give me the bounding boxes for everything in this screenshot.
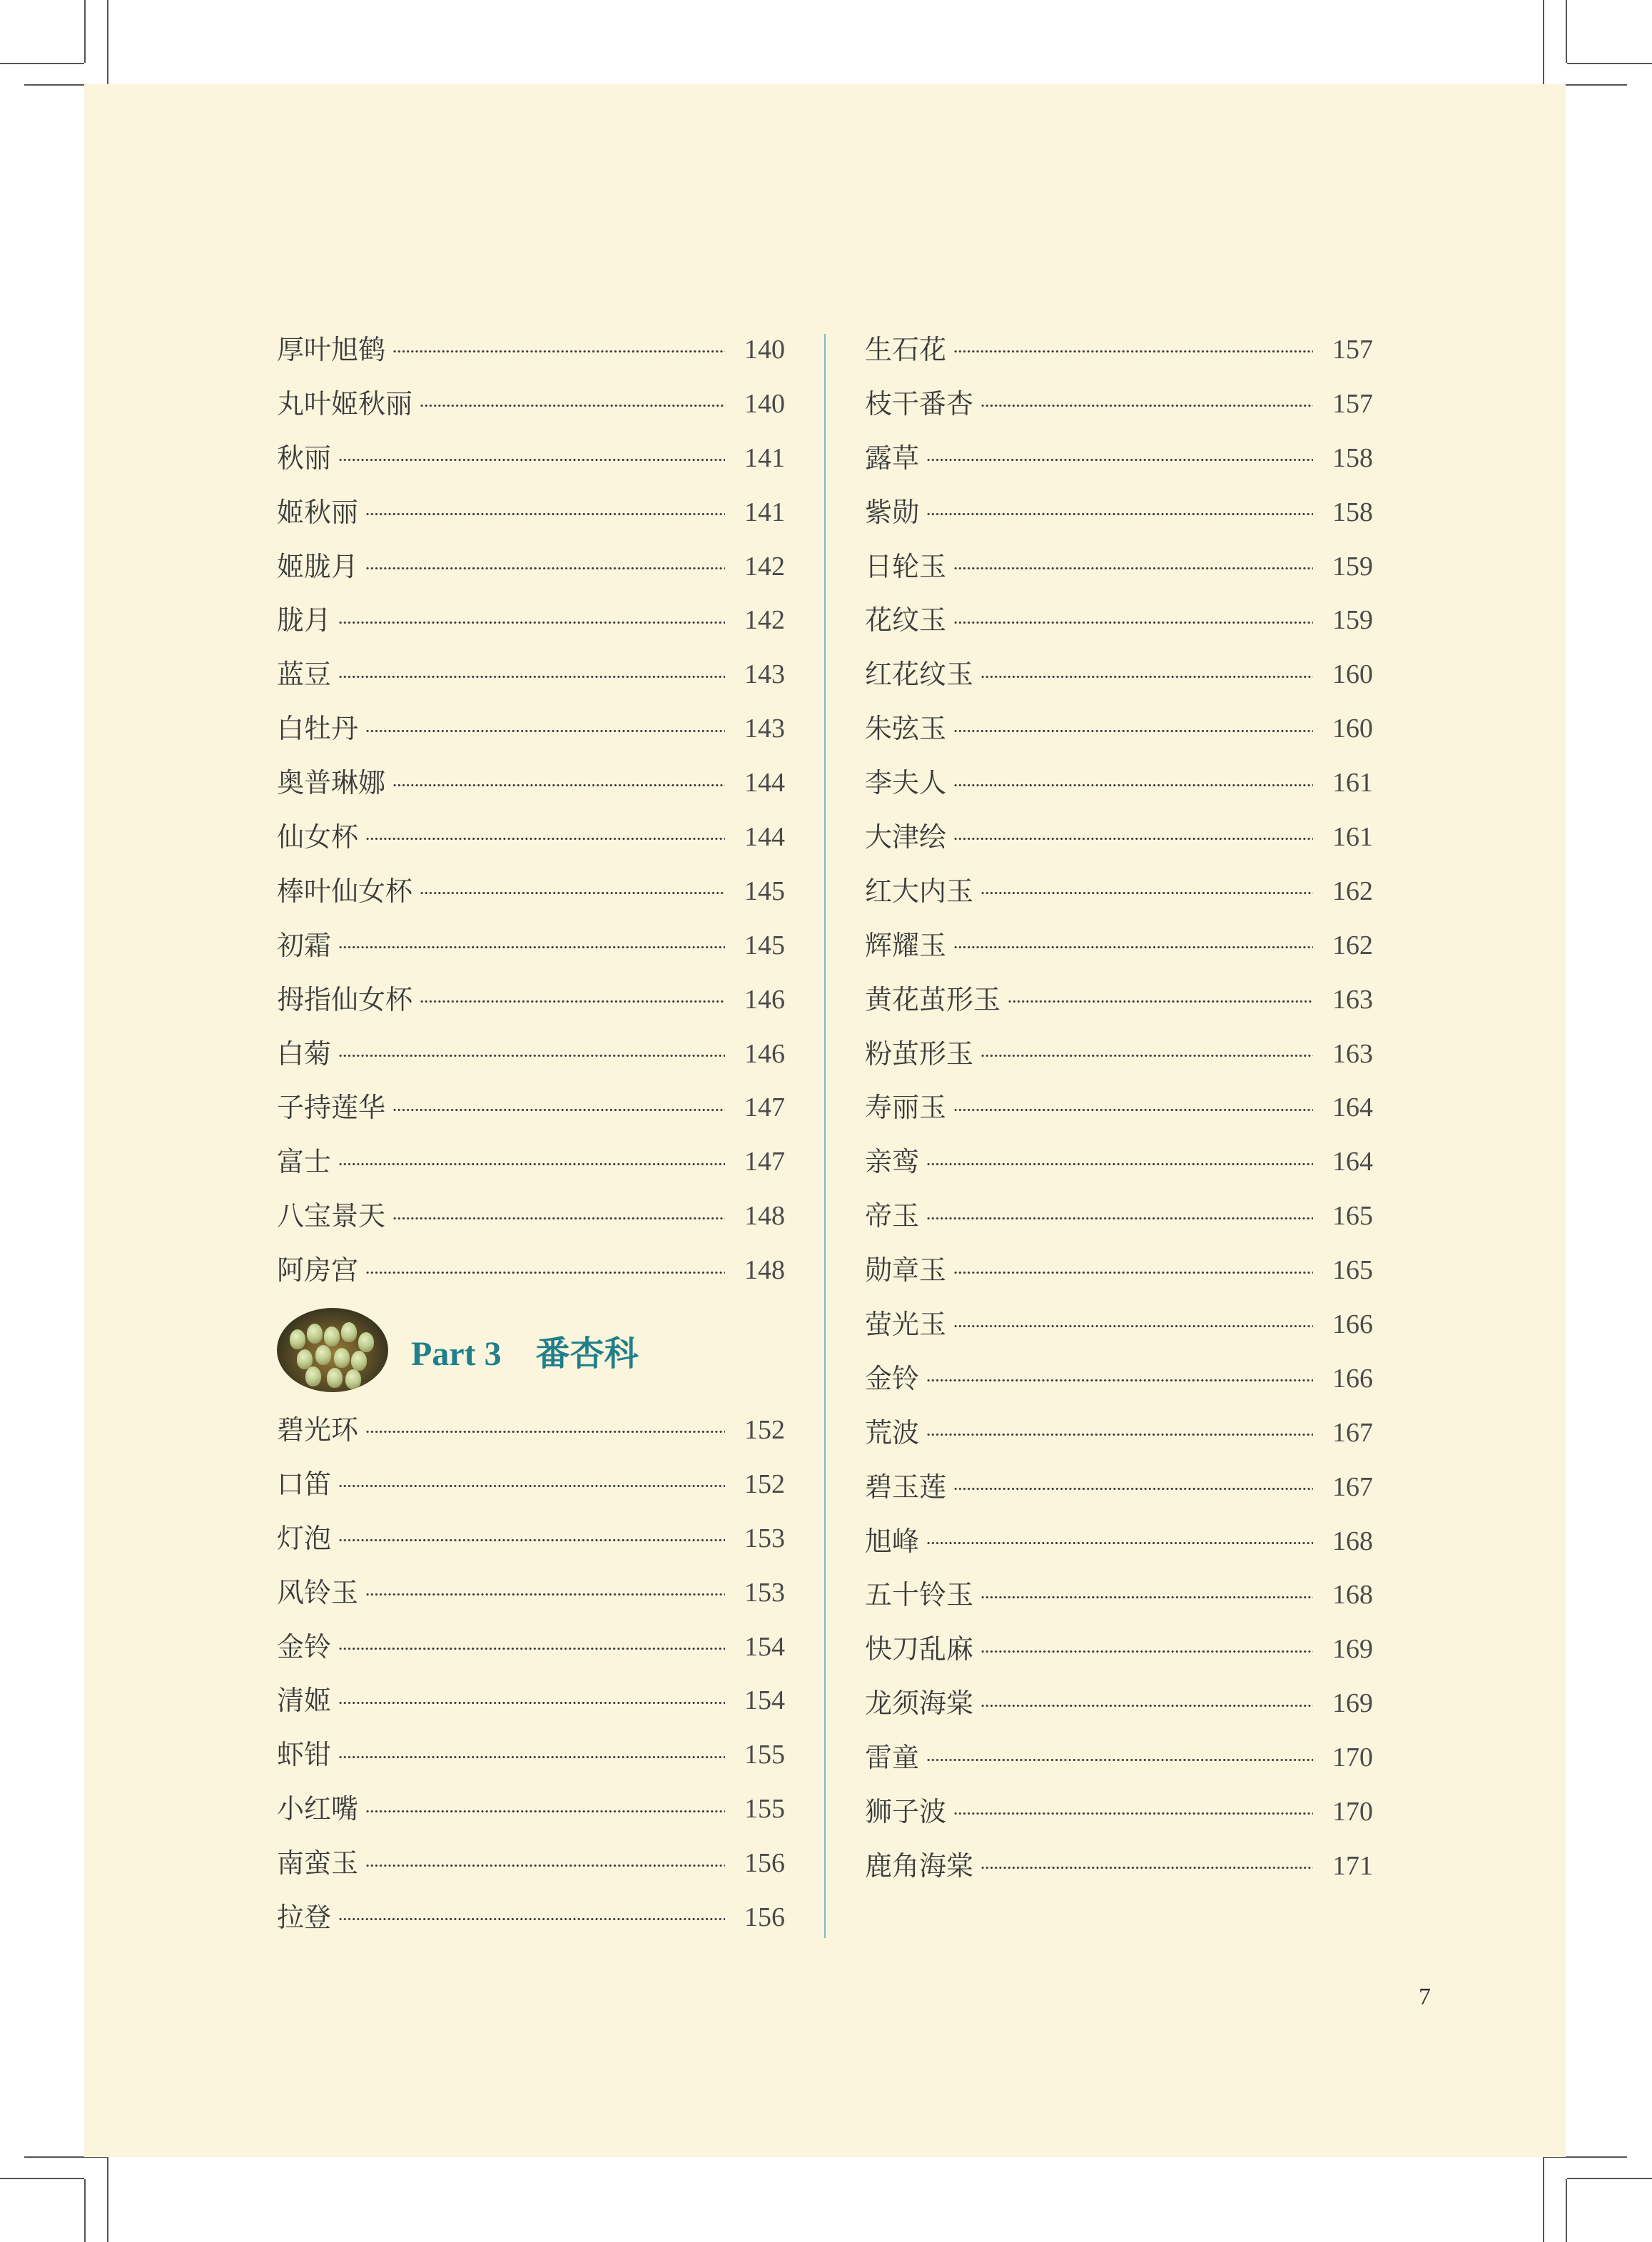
dot-leader: [420, 404, 725, 407]
toc-entry-title: 生石花: [865, 333, 947, 365]
dot-leader: [338, 1647, 725, 1650]
toc-entry-title: 龙须海棠: [865, 1688, 974, 1720]
page-number: 7: [1419, 1984, 1431, 2010]
dot-leader: [980, 1704, 1313, 1708]
crop-mark: [1543, 2156, 1544, 2242]
dot-leader: [392, 1217, 725, 1220]
toc-entry-page: 163: [1332, 1038, 1373, 1069]
toc-entry[interactable]: [277, 1027, 785, 1081]
toc-entry-title: 蓝豆: [277, 659, 332, 691]
toc-entry-title: 小红嘴: [277, 1793, 359, 1825]
dot-leader: [980, 1650, 1313, 1653]
toc-entry-title: 八宝景天: [277, 1200, 386, 1232]
toc-entry-page: 146: [744, 1038, 785, 1069]
toc-entry[interactable]: [865, 647, 1373, 701]
toc-entry[interactable]: [865, 1027, 1373, 1081]
toc-entry-page: 165: [1332, 1255, 1373, 1286]
toc-entry-title: 碧玉莲: [865, 1471, 947, 1503]
toc-entry[interactable]: [277, 973, 785, 1027]
crop-mark: [84, 2179, 86, 2242]
crop-mark: [1567, 63, 1652, 64]
dot-leader: [953, 729, 1313, 733]
toc-entry-page: 143: [744, 659, 785, 690]
toc-entry-page: 154: [744, 1631, 785, 1662]
toc-entry-page: 168: [1332, 1526, 1373, 1556]
toc-entry-title: 狮子波: [865, 1795, 947, 1827]
dot-leader: [338, 1538, 725, 1542]
dot-leader: [338, 621, 725, 624]
toc-left-column: [277, 323, 785, 1944]
dot-leader: [365, 1430, 725, 1434]
toc-entry-title: 初霜: [277, 929, 332, 961]
toc-entry-title: 棒叶仙女杯: [277, 875, 413, 907]
dot-leader: [953, 567, 1313, 570]
toc-entry[interactable]: [865, 431, 1373, 485]
dot-leader: [926, 1433, 1313, 1436]
toc-entry-title: 姬胧月: [277, 550, 359, 582]
toc-entry-page: 159: [1332, 605, 1373, 636]
dot-leader: [926, 1217, 1313, 1220]
section-part-number: Part 3: [411, 1334, 502, 1373]
dot-leader: [980, 1596, 1313, 1599]
toc-entry-title: 紫勋: [865, 496, 920, 528]
toc-list-part3: [277, 1403, 785, 1944]
toc-entry-title: 金铃: [277, 1630, 332, 1663]
toc-entry-page: 142: [744, 605, 785, 636]
toc-entry[interactable]: [277, 1673, 785, 1728]
toc-entry-title: 鹿角海棠: [865, 1850, 974, 1882]
dot-leader: [953, 945, 1313, 949]
dot-leader: [980, 675, 1313, 679]
dot-leader: [980, 1866, 1313, 1870]
toc-entry-page: 146: [744, 984, 785, 1015]
toc-entry-page: 155: [744, 1794, 785, 1825]
toc-entry-title: 金铃: [865, 1362, 920, 1394]
toc-entry-title: 寿丽玉: [865, 1092, 947, 1124]
toc-entry-title: 大津绘: [865, 821, 947, 853]
toc-entry-page: 141: [744, 497, 785, 527]
dot-leader: [338, 1917, 725, 1921]
crop-mark: [1567, 2178, 1652, 2179]
toc-entry[interactable]: [277, 1782, 785, 1836]
dot-leader: [392, 350, 725, 353]
toc-entry[interactable]: [865, 1406, 1373, 1460]
dot-leader: [926, 1379, 1313, 1382]
toc-entry-title: 白菊: [277, 1038, 332, 1070]
toc-entry[interactable]: [277, 431, 785, 485]
dot-leader: [953, 1324, 1313, 1328]
dot-leader: [980, 891, 1313, 895]
toc-entry[interactable]: [865, 756, 1373, 810]
toc-entry-page: 157: [1332, 334, 1373, 365]
toc-entry-page: 153: [744, 1523, 785, 1553]
dot-leader: [980, 404, 1313, 407]
toc-entry-title: 口笛: [277, 1468, 332, 1500]
dot-leader: [338, 458, 725, 462]
toc-entry-page: 166: [1332, 1309, 1373, 1339]
dot-leader: [392, 783, 725, 787]
toc-entry-page: 156: [744, 1902, 785, 1932]
dot-leader: [338, 1701, 725, 1705]
toc-entry-page: 161: [1332, 768, 1373, 798]
dot-leader: [953, 621, 1313, 624]
dot-leader: [420, 891, 725, 895]
toc-entry-title: 仙女杯: [277, 821, 359, 853]
toc-entry-page: 156: [744, 1848, 785, 1879]
toc-entry[interactable]: [277, 1511, 785, 1566]
toc-entry-page: 164: [1332, 1092, 1373, 1123]
toc-entry[interactable]: [277, 1080, 785, 1135]
toc-entry[interactable]: [865, 1460, 1373, 1514]
toc-entry[interactable]: [277, 1457, 785, 1511]
toc-entry-page: 157: [1332, 388, 1373, 419]
toc-entry-title: 花纹玉: [865, 604, 947, 636]
dot-leader: [926, 458, 1313, 462]
toc-entry-title: 旭峰: [865, 1525, 920, 1557]
toc-entry-title: 快刀乱麻: [865, 1633, 974, 1665]
toc-entry[interactable]: [865, 810, 1373, 864]
toc-entry-title: 帝玉: [865, 1200, 920, 1232]
toc-entry[interactable]: [277, 1189, 785, 1243]
toc-entry-title: 红大内玉: [865, 875, 974, 907]
dot-leader: [1008, 1000, 1313, 1003]
toc-entry-title: 碧光环: [277, 1414, 359, 1446]
toc-entry[interactable]: [277, 1243, 785, 1297]
toc-entry-title: 南蛮玉: [277, 1847, 359, 1880]
toc-entry[interactable]: [277, 701, 785, 756]
toc-entry[interactable]: [865, 485, 1373, 539]
toc-entry-title: 黄花茧形玉: [865, 983, 1001, 1015]
dot-leader: [392, 1108, 725, 1112]
toc-entry-page: 140: [744, 334, 785, 365]
dot-leader: [365, 1593, 725, 1596]
toc-entry-title: 雷童: [865, 1742, 920, 1774]
toc-entry[interactable]: [865, 1351, 1373, 1406]
toc-entry[interactable]: [865, 1080, 1373, 1135]
toc-entry-page: 167: [1332, 1417, 1373, 1448]
toc-entry-title: 阿房宫: [277, 1254, 359, 1287]
toc-entry[interactable]: [865, 1676, 1373, 1730]
toc-entry-title: 虾钳: [277, 1739, 332, 1771]
toc-entry[interactable]: [865, 593, 1373, 647]
toc-entry[interactable]: [277, 647, 785, 701]
toc-entry-page: 169: [1332, 1634, 1373, 1665]
crop-mark: [0, 63, 84, 64]
toc-entry-page: 145: [744, 876, 785, 906]
toc-entry-page: 170: [1332, 1743, 1373, 1773]
crop-mark: [1566, 2179, 1567, 2242]
crop-mark: [1543, 0, 1544, 84]
dot-leader: [338, 945, 725, 949]
dot-leader: [926, 1541, 1313, 1545]
dot-leader: [953, 783, 1313, 787]
toc-entry-page: 155: [744, 1740, 785, 1770]
toc-entry-title: 五十铃玉: [865, 1579, 974, 1611]
toc-entry-page: 162: [1332, 876, 1373, 906]
toc-entry-page: 169: [1332, 1688, 1373, 1719]
toc-entry-page: 153: [744, 1577, 785, 1608]
crop-mark: [84, 0, 86, 63]
dot-leader: [365, 567, 725, 570]
crop-mark: [107, 0, 108, 84]
toc-entry-page: 144: [744, 768, 785, 798]
toc-entry-page: 158: [1332, 497, 1373, 527]
toc-entry[interactable]: [865, 1297, 1373, 1351]
toc-entry[interactable]: [865, 1135, 1373, 1189]
toc-entry[interactable]: [277, 323, 785, 377]
dot-leader: [338, 1484, 725, 1488]
toc-entry-page: 160: [1332, 659, 1373, 690]
dot-leader: [338, 1054, 725, 1057]
toc-entry[interactable]: [865, 1243, 1373, 1297]
section-heading: [277, 1297, 785, 1403]
dot-leader: [953, 350, 1313, 353]
toc-entry-title: 荒波: [865, 1416, 920, 1449]
toc-entry-title: 朱弦玉: [865, 713, 947, 745]
toc-entry-page: 167: [1332, 1471, 1373, 1502]
toc-entry-page: 154: [744, 1685, 785, 1716]
dot-leader: [365, 512, 725, 516]
toc-entry[interactable]: [865, 377, 1373, 431]
dot-leader: [338, 1755, 725, 1759]
toc-entry[interactable]: [277, 377, 785, 431]
toc-entry-title: 枝干番杏: [865, 387, 974, 420]
toc-entry[interactable]: [865, 918, 1373, 973]
toc-entry-page: 144: [744, 821, 785, 852]
toc-entry-page: 140: [744, 388, 785, 419]
toc-entry-page: 142: [744, 551, 785, 582]
toc-list-part3-cont: [865, 323, 1373, 1893]
toc-entry[interactable]: [865, 973, 1373, 1027]
crop-mark: [1566, 0, 1567, 63]
dot-leader: [953, 1487, 1313, 1491]
toc-entry[interactable]: [277, 1836, 785, 1890]
toc-entry-title: 子持莲华: [277, 1092, 386, 1124]
toc-entry-title: 粉茧形玉: [865, 1038, 974, 1070]
toc-entry[interactable]: [865, 701, 1373, 756]
toc-entry[interactable]: [277, 1728, 785, 1782]
toc-entry-title: 拉登: [277, 1901, 332, 1933]
section-name: 番杏科: [535, 1334, 639, 1373]
toc-entry-title: 厚叶旭鹤: [277, 333, 386, 365]
toc-entry-page: 147: [744, 1092, 785, 1123]
toc-entry[interactable]: [277, 485, 785, 539]
toc-entry-title: 灯泡: [277, 1522, 332, 1554]
toc-entry[interactable]: [277, 539, 785, 594]
toc-entry[interactable]: [865, 1839, 1373, 1893]
toc-entry-page: 158: [1332, 442, 1373, 473]
toc-entry-title: 辉耀玉: [865, 929, 947, 961]
toc-entry-page: 147: [744, 1147, 785, 1177]
toc-entry-page: 148: [744, 1255, 785, 1286]
column-divider: [824, 334, 826, 1938]
toc-entry[interactable]: [277, 1135, 785, 1189]
dot-leader: [926, 1758, 1313, 1762]
dot-leader: [365, 837, 725, 841]
toc-entry-page: 161: [1332, 821, 1373, 852]
toc-entry[interactable]: [865, 1785, 1373, 1839]
toc-entry-title: 风铃玉: [277, 1576, 359, 1608]
toc-entry-page: 164: [1332, 1147, 1373, 1177]
dot-leader: [953, 837, 1313, 841]
toc-entry-page: 160: [1332, 714, 1373, 744]
toc-entry-title: 清姬: [277, 1685, 332, 1717]
toc-entry[interactable]: [865, 1622, 1373, 1676]
toc-entry-page: 168: [1332, 1580, 1373, 1611]
crop-mark: [0, 2178, 84, 2179]
dot-leader: [338, 675, 725, 679]
toc-entry-page: 166: [1332, 1363, 1373, 1394]
toc-entry[interactable]: [865, 539, 1373, 594]
toc-entry[interactable]: [865, 1514, 1373, 1568]
dot-leader: [365, 1271, 725, 1274]
dot-leader: [953, 1108, 1313, 1112]
toc-right-column: [865, 323, 1373, 1893]
toc-entry[interactable]: [277, 810, 785, 864]
toc-entry-page: 171: [1332, 1850, 1373, 1881]
toc-entry[interactable]: [277, 918, 785, 973]
dot-leader: [365, 729, 725, 733]
toc-entry[interactable]: [277, 1566, 785, 1620]
toc-entry[interactable]: [277, 864, 785, 918]
toc-entry-title: 奥普琳娜: [277, 767, 386, 799]
crop-mark: [107, 2156, 108, 2242]
toc-entry[interactable]: [865, 1189, 1373, 1243]
section-thumbnail-image: [277, 1308, 388, 1392]
toc-entry[interactable]: [865, 1568, 1373, 1622]
dot-leader: [980, 1054, 1313, 1057]
toc-entry-page: 159: [1332, 551, 1373, 582]
toc-entry[interactable]: [277, 1403, 785, 1457]
toc-entry-page: 152: [744, 1469, 785, 1499]
toc-entry-page: 152: [744, 1414, 785, 1445]
toc-entry[interactable]: [865, 864, 1373, 918]
toc-entry-page: 148: [744, 1201, 785, 1232]
dot-leader: [926, 512, 1313, 516]
toc-entry-page: 141: [744, 442, 785, 473]
section-title: [411, 1326, 639, 1375]
dot-leader: [953, 1812, 1313, 1815]
toc-entry[interactable]: [865, 1730, 1373, 1785]
dot-leader: [926, 1162, 1313, 1166]
dot-leader: [365, 1864, 725, 1867]
toc-entry-title: 姬秋丽: [277, 496, 359, 528]
toc-entry[interactable]: [277, 1620, 785, 1674]
toc-entry-title: 丸叶姬秋丽: [277, 387, 413, 420]
toc-entry-title: 露草: [865, 442, 920, 474]
toc-entry-title: 萤光玉: [865, 1308, 947, 1340]
toc-entry-title: 白牡丹: [277, 713, 359, 745]
toc-entry-title: 拇指仙女杯: [277, 983, 413, 1015]
toc-entry-title: 勋章玉: [865, 1254, 947, 1287]
toc-list-part2-tail: [277, 323, 785, 1297]
dot-leader: [365, 1810, 725, 1813]
toc-entry-title: 亲鸾: [865, 1146, 920, 1178]
toc-entry-page: 170: [1332, 1796, 1373, 1827]
toc-entry-page: 145: [744, 930, 785, 960]
toc-entry-title: 李夫人: [865, 767, 947, 799]
dot-leader: [953, 1271, 1313, 1274]
toc-entry-title: 富士: [277, 1146, 332, 1178]
toc-entry[interactable]: [277, 1890, 785, 1944]
toc-entry-page: 165: [1332, 1201, 1373, 1232]
toc-entry-title: 秋丽: [277, 442, 332, 474]
toc-entry-title: 胧月: [277, 604, 332, 636]
dot-leader: [420, 1000, 725, 1003]
toc-entry-title: 日轮玉: [865, 550, 947, 582]
toc-entry[interactable]: [277, 593, 785, 647]
toc-entry[interactable]: [277, 756, 785, 810]
toc-entry-page: 143: [744, 714, 785, 744]
toc-entry-page: 163: [1332, 984, 1373, 1015]
toc-entry-page: 162: [1332, 930, 1373, 960]
toc-entry-title: 红花纹玉: [865, 659, 974, 691]
toc-entry[interactable]: [865, 323, 1373, 377]
dot-leader: [338, 1162, 725, 1166]
